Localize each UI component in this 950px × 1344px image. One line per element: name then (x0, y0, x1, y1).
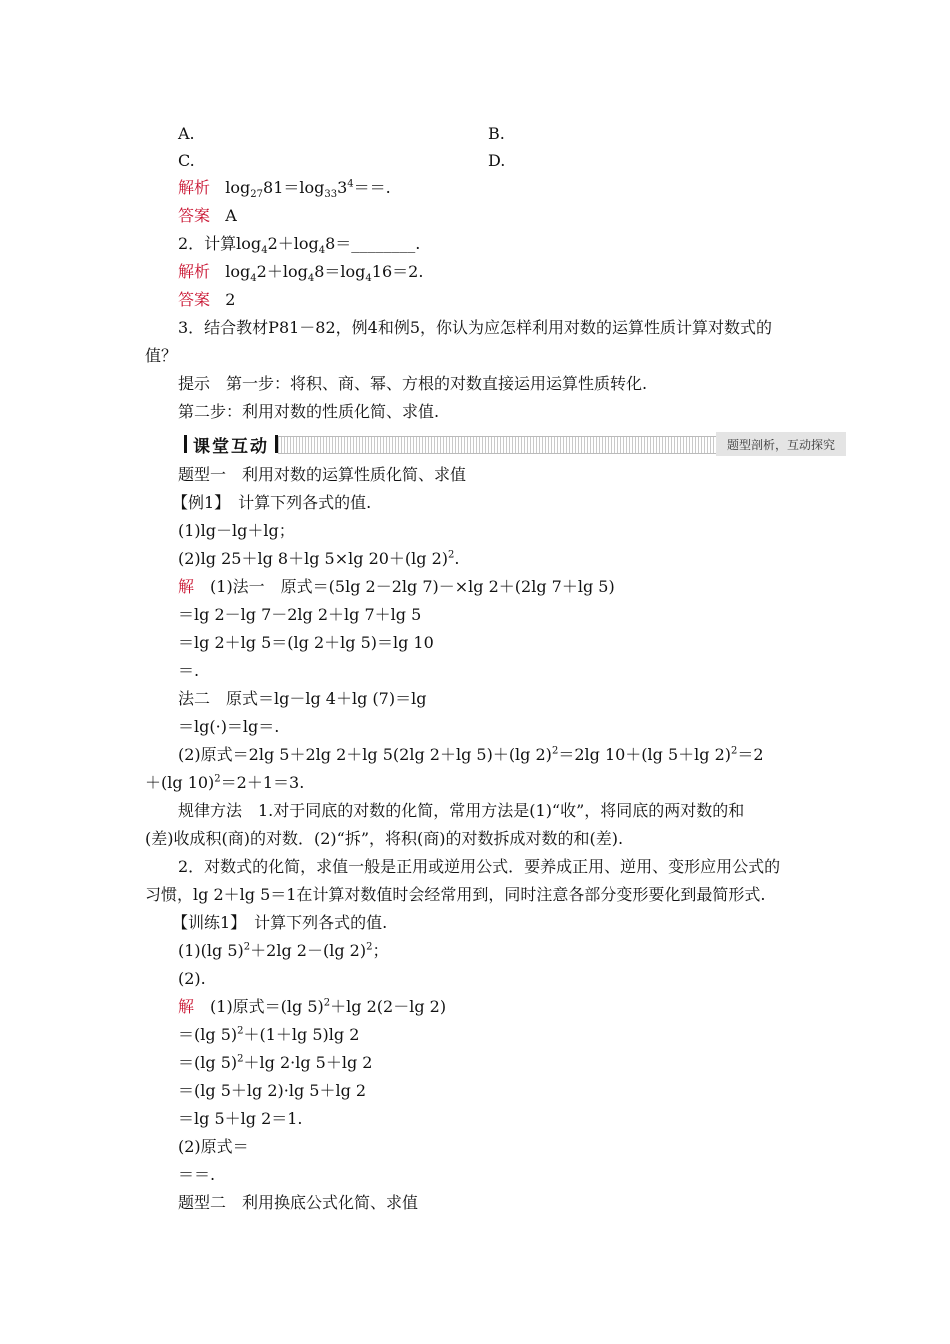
solution1-line6: ＝lg(·)＝lg＝. (178, 717, 280, 736)
banner-bar-left (184, 435, 187, 453)
training1-sol-line6: (2)原式＝ (178, 1137, 249, 1156)
solution1-line1: 解 (1)法一 原式＝(5lg 2－2lg 7)－×lg 2＋(2lg 7＋lg 5) (178, 577, 615, 596)
banner-stripes (278, 436, 716, 454)
training1-sol-line2: ＝(lg 5)$^2$＋(1＋lg 5)lg 2 (178, 1025, 360, 1044)
training1-sol-line3: ＝(lg 5)$^2$＋lg 2·lg 5＋lg 2 (178, 1053, 373, 1072)
training1-sol-line5: ＝lg 5＋lg 2＝1. (178, 1109, 303, 1128)
choice-c: C. (178, 151, 195, 170)
q3-line1: 3．结合教材P81－82，例4和例5，你认为应怎样利用对数的运算性质计算对数式的 (178, 318, 773, 337)
choice-d: D. (488, 151, 506, 170)
solution-label: 解 (178, 577, 195, 596)
q3-hint2: 第二步：利用对数的性质化简、求值. (178, 402, 440, 421)
choice-b: B. (488, 124, 505, 143)
training1-label: 【训练1】 计算下列各式的值. (172, 913, 388, 932)
section-banner (178, 432, 846, 456)
example1-part1: (1)lg－lg＋lg； (178, 521, 295, 540)
type1-title: 题型一 利用对数的运算性质化简、求值 (178, 465, 467, 484)
q1-answer: 答案 A (178, 206, 237, 225)
q3-line2: 值？ (145, 346, 178, 365)
example1-label: 【例1】 计算下列各式的值. (172, 493, 372, 512)
method-line1: 规律方法 1.对于同底的对数的化简，常用方法是(1)“收”，将同底的两对数的和 (178, 801, 745, 820)
analysis-label: 解析 (178, 262, 211, 281)
training1-sol-line1: 解 (1)原式＝(lg 5)$^2$＋lg 2(2－lg 2) (178, 997, 447, 1016)
training1-part1: (1)(lg 5)$^2$＋2lg 2－(lg 2)$^2$； (178, 941, 389, 960)
banner-title-wrap (178, 432, 284, 456)
answer-label: 答案 (178, 290, 211, 309)
method-line3: 2．对数式的化简，求值一般是正用或逆用公式．要养成正用、逆用、变形应用公式的 (178, 857, 781, 876)
analysis-label: 解析 (178, 178, 211, 197)
answer-label: 答案 (178, 206, 211, 225)
solution1-line2: ＝lg 2－lg 7－2lg 2＋lg 7＋lg 5 (178, 605, 422, 624)
training1-sol-line4: ＝(lg 5＋lg 2)·lg 5＋lg 2 (178, 1081, 367, 1100)
method-line2: (差)收成积(商)的对数．(2)“拆”，将积(商)的对数拆成对数的和(差). (145, 829, 624, 848)
choice-a: A. (178, 124, 195, 143)
solution1-line4: ＝. (178, 661, 200, 680)
q2-answer: 答案 2 (178, 290, 236, 309)
solution1-line3: ＝lg 2＋lg 5＝(lg 2＋lg 5)＝lg 10 (178, 633, 434, 652)
example1-part2: (2)lg 25＋lg 8＋lg 5×lg 20＋(lg 2)$^2$. (178, 549, 460, 568)
banner-tagline: 题型剖析，互动探究 (716, 432, 846, 456)
q2-stem: 2．计算$\log_42+\log_48=\_\_\_\_\_\_\_\_$. (178, 234, 421, 257)
type2-title: 题型二 利用换底公式化简、求值 (178, 1193, 419, 1212)
q2-analysis: 解析 $\log_42+\log_48=\log_416=2$. (178, 262, 424, 285)
q3-hint1: 提示 第一步：将积、商、幂、方根的对数直接运用运算性质转化. (178, 374, 648, 393)
solution1-line8: ＋(lg 10)$^2$＝2＋1＝3. (145, 773, 305, 792)
method-line4: 习惯，lg 2＋lg 5＝1在计算对数值时会经常用到，同时注意各部分变形要化到最简形式. (145, 885, 766, 904)
solution1-line7: (2)原式＝2lg 5＋2lg 2＋lg 5(2lg 2＋lg 5)＋(lg 2)$^2$＝2lg 10＋(lg 5＋lg 2)$^2$＝2 (178, 745, 764, 764)
training1-sol-line7: ＝＝. (178, 1165, 216, 1184)
solution1-line5: 法二 原式＝lg－lg 4＋lg (7)＝lg (178, 689, 427, 708)
q1-analysis: 解析 $\log_{27}81=\log_{33}3^4==$. (178, 178, 391, 201)
solution-label: 解 (178, 997, 195, 1016)
training1-part2: (2). (178, 969, 206, 988)
banner-title: 课堂互动 (193, 436, 269, 457)
